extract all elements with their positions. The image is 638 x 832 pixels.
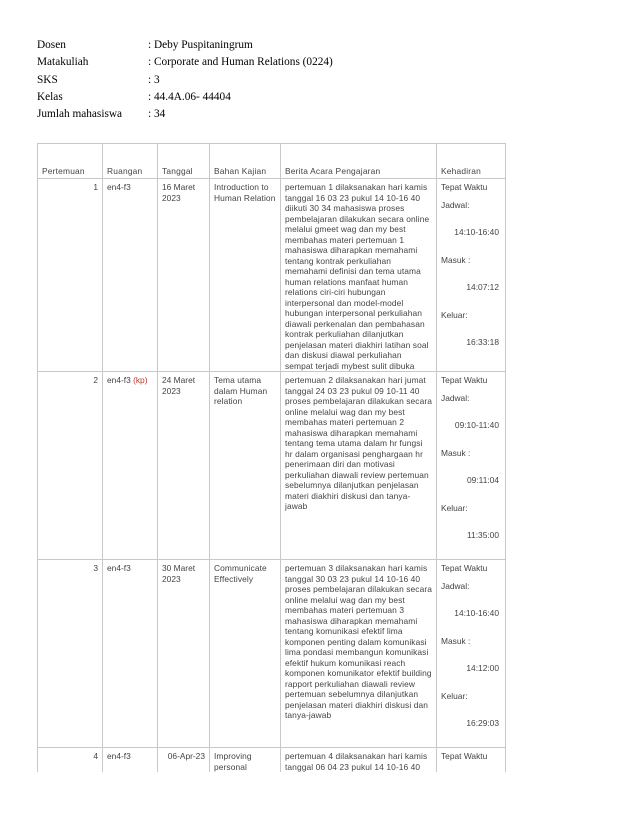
tanggal-cell: 30 Maret 2023 [158, 560, 210, 748]
col-header-berita: Berita Acara Pengajaran [281, 144, 437, 179]
berita-cell: pertemuan 1 dilaksanakan hari kamis tanggal 16 03 23 pukul 14 10-16 40 diikuti 30 34 mahasiswa proses pembelajaran dilakukan secara online melalui gmeet wag dan my best membahas materi pertemuan 1 mahasiswa diharapkan memahami tentang kontrak perkuliahan memahami definisi dan tema utama human relations manfaat human relations ciri-ciri hubungan interpersonal dan model-model hubungan interpersonal perkuliahan diawali perkenalan dan pembahasan kontrak perkuliahan dilanjutkan penjelasan materi diakhiri latihan soal dan diskusi diawal perkuliahan sempat terjadi mybest sulit dibuka [281, 179, 437, 372]
masuk-value: 14:07:12 [466, 282, 499, 292]
col-header-pertemuan: Pertemuan [38, 144, 103, 179]
jadwal-label: Jadwal: [441, 580, 470, 591]
kelas-value: : 44.4A.06- 44404 [148, 90, 231, 103]
table-header-row [38, 144, 506, 179]
jadwal-label: Jadwal: [441, 392, 470, 403]
kehadiran-status: Tepat Waktu [441, 182, 488, 192]
masuk-label: Masuk : [441, 254, 471, 265]
keluar-value: 16:33:18 [466, 337, 499, 347]
kehadiran-cell [437, 179, 506, 372]
kehadiran-cell [437, 372, 506, 560]
table-row [38, 179, 506, 372]
dosen-label: Dosen [37, 39, 66, 51]
ruangan-value: en4-f3 [107, 375, 131, 385]
tanggal-cell: 06-Apr-23 [158, 748, 210, 808]
masuk-label: Masuk : [441, 447, 471, 458]
attendance-table [37, 143, 506, 808]
kehadiran-cell [437, 560, 506, 748]
sks-value: : 3 [148, 73, 160, 86]
ruangan-cell: en4-f3 [103, 560, 158, 748]
pertemuan-cell: 3 [38, 560, 103, 748]
jadwal-value: 14:10-16:40 [454, 608, 499, 618]
kelas-label: Kelas [37, 90, 63, 103]
ruangan-cell: en4-f3 [103, 748, 158, 808]
col-header-ruangan: Ruangan [103, 144, 158, 179]
bahan-cell: Introduction to Human Relation [210, 179, 281, 372]
pertemuan-cell: 4 [38, 748, 103, 808]
tanggal-cell: 16 Maret 2023 [158, 179, 210, 372]
keluar-label: Keluar: [441, 502, 468, 513]
berita-cell: pertemuan 3 dilaksanakan hari kamis tanggal 30 03 23 pukul 14 10-16 40 proses pembelajaran dilakukan secara online melalui wag dan my best membahas materi pertemuan 3 mahasiswa diharapkan memahami tentang komunikasi efektif lima komponen penting dalam komunikasi lima pondasi membangun komunikasi efektif hukum komunikasi reach komponen komunikator efektif building rapport perkuliahan diawali review pertemuan sebelumnya dilanjutkan penjelasan materi diakhiri diskusi dan tanya-jawab [281, 560, 437, 748]
col-header-tanggal: Tanggal [158, 144, 210, 179]
bahan-cell: Communicate Effectively [210, 560, 281, 748]
kehadiran-status: Tepat Waktu [441, 375, 488, 385]
bahan-cell: Improving personal [210, 748, 281, 808]
kp-badge: (kp) [133, 375, 148, 385]
kehadiran-status: Tepat Waktu [441, 563, 488, 573]
masuk-label: Masuk : [441, 635, 471, 646]
jumlah-label: Jumlah mahasiswa [37, 108, 123, 121]
keluar-value: 11:35:00 [467, 530, 499, 540]
ruangan-cell [103, 372, 158, 560]
masuk-value: 09:11:04 [467, 475, 499, 485]
sks-label: SKS [37, 73, 58, 86]
keluar-label: Keluar: [441, 690, 468, 701]
matakuliah-value: : Corporate and Human Relations (0224) [148, 56, 333, 69]
jumlah-value: : 34 [148, 108, 166, 121]
keluar-value: 16:29:03 [466, 718, 499, 728]
berita-cell: pertemuan 2 dilaksanakan hari jumat tanggal 24 03 23 pukul 09 10-11 40 proses pembelajaran dilakukan secara online melalui wag dan my best membahas materi pertemuan 2 mahasiswa diharapkan memahami tentang tema utama dalam hr fungsi hr dalam organisasi penghargaan hr penerimaan diri dan motivasi perkuliahan diawali review pertemuan sebelumnya dilanjutkan penjelasan materi diakhiri diskusi dan tanya-jawab [281, 372, 437, 560]
bahan-cell: Tema utama dalam Human relation [210, 372, 281, 560]
jadwal-value: 09:10-11:40 [454, 420, 499, 430]
jadwal-label: Jadwal: [441, 199, 470, 210]
tanggal-cell: 24 Maret 2023 [158, 372, 210, 560]
keluar-label: Keluar: [441, 309, 468, 320]
masuk-value: 14:12:00 [466, 663, 499, 673]
page-bottom-mask [36, 772, 516, 832]
pertemuan-cell: 1 [38, 179, 103, 372]
table-row [38, 372, 506, 560]
pertemuan-cell: 2 [38, 372, 103, 560]
ruangan-cell: en4-f3 [103, 179, 158, 372]
col-header-bahan: Bahan Kajian [210, 144, 281, 179]
kehadiran-status: Tepat Waktu [441, 751, 488, 761]
table-row [38, 560, 506, 748]
jadwal-value: 14:10-16:40 [454, 227, 499, 237]
berita-cell: pertemuan 4 dilaksanakan hari kamis tanggal 06 04 23 pukul 14 10-16 40 [281, 748, 437, 808]
col-header-kehadiran: Kehadiran [437, 144, 506, 179]
dosen-value: : Deby Puspitaningrum [148, 39, 253, 51]
matakuliah-label: Matakuliah [37, 56, 89, 69]
